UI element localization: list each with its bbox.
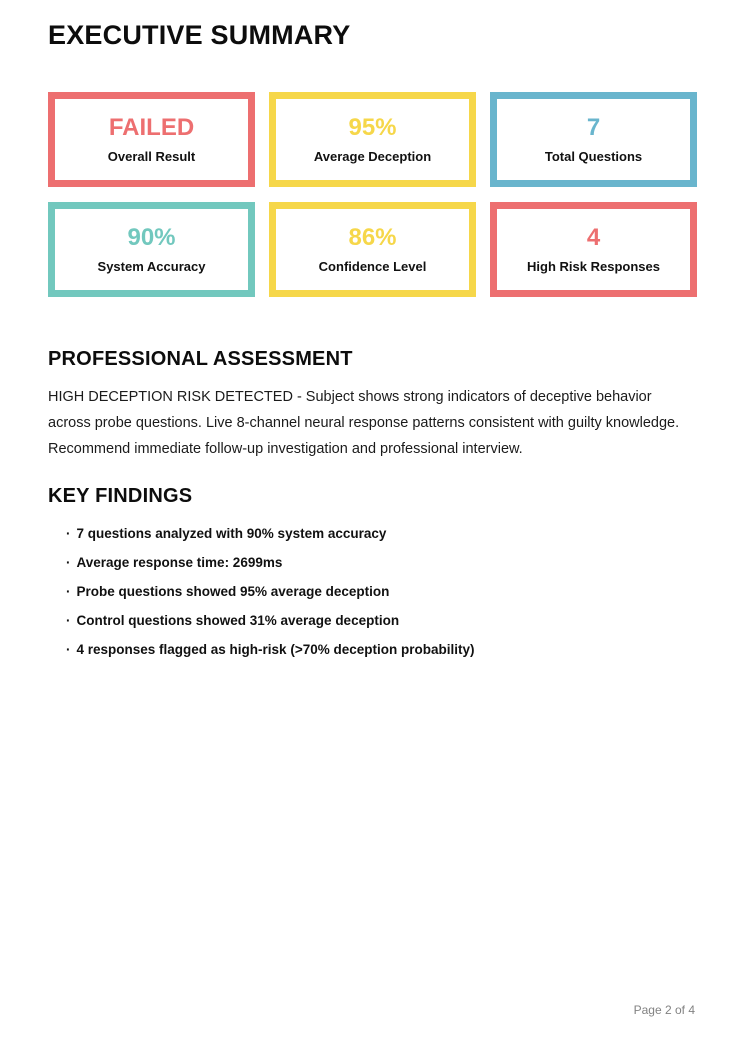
assessment-body-text: HIGH DECEPTION RISK DETECTED - Subject shows strong indicators of deceptive behavior across probe questions. Live 8-channel neural response patterns consistent with guilty knowledge. Recommend immediate follow-up investigation and professional interview. [48, 389, 680, 457]
stat-card-value: 95% [348, 114, 397, 141]
stat-card-value: 7 [586, 114, 601, 141]
stat-card-value: 90% [127, 224, 176, 251]
stat-card-label: Average Deception [313, 149, 432, 164]
finding-item: · 7 questions analyzed with 90% system accuracy [66, 519, 697, 548]
stat-card [48, 202, 255, 297]
findings-list [48, 519, 697, 664]
stat-card [269, 202, 476, 297]
stat-card [490, 202, 697, 297]
page-number: Page 2 of 4 [633, 1003, 695, 1017]
page-title: EXECUTIVE SUMMARY [48, 20, 351, 50]
finding-item: · Control questions showed 31% average deception [66, 606, 697, 635]
stat-card-label: Confidence Level [318, 259, 427, 274]
stat-card [48, 92, 255, 187]
finding-item: · 4 responses flagged as high-risk (>70% deception probability) [66, 635, 697, 664]
stat-cards-grid [48, 92, 697, 297]
stat-card-label: System Accuracy [97, 259, 206, 274]
finding-item: · Probe questions showed 95% average deception [66, 577, 697, 606]
stat-card-value: 4 [586, 224, 601, 251]
stat-card [269, 92, 476, 187]
assessment-heading: PROFESSIONAL ASSESSMENT [48, 348, 353, 370]
stat-card-label: Overall Result [107, 149, 196, 164]
stat-card-value: FAILED [108, 114, 195, 141]
finding-item: · Average response time: 2699ms [66, 548, 697, 577]
stat-card [490, 92, 697, 187]
findings-heading: KEY FINDINGS [48, 485, 193, 507]
stat-card-value: 86% [348, 224, 397, 251]
stat-card-label: Total Questions [544, 149, 643, 164]
stat-card-label: High Risk Responses [527, 259, 660, 274]
